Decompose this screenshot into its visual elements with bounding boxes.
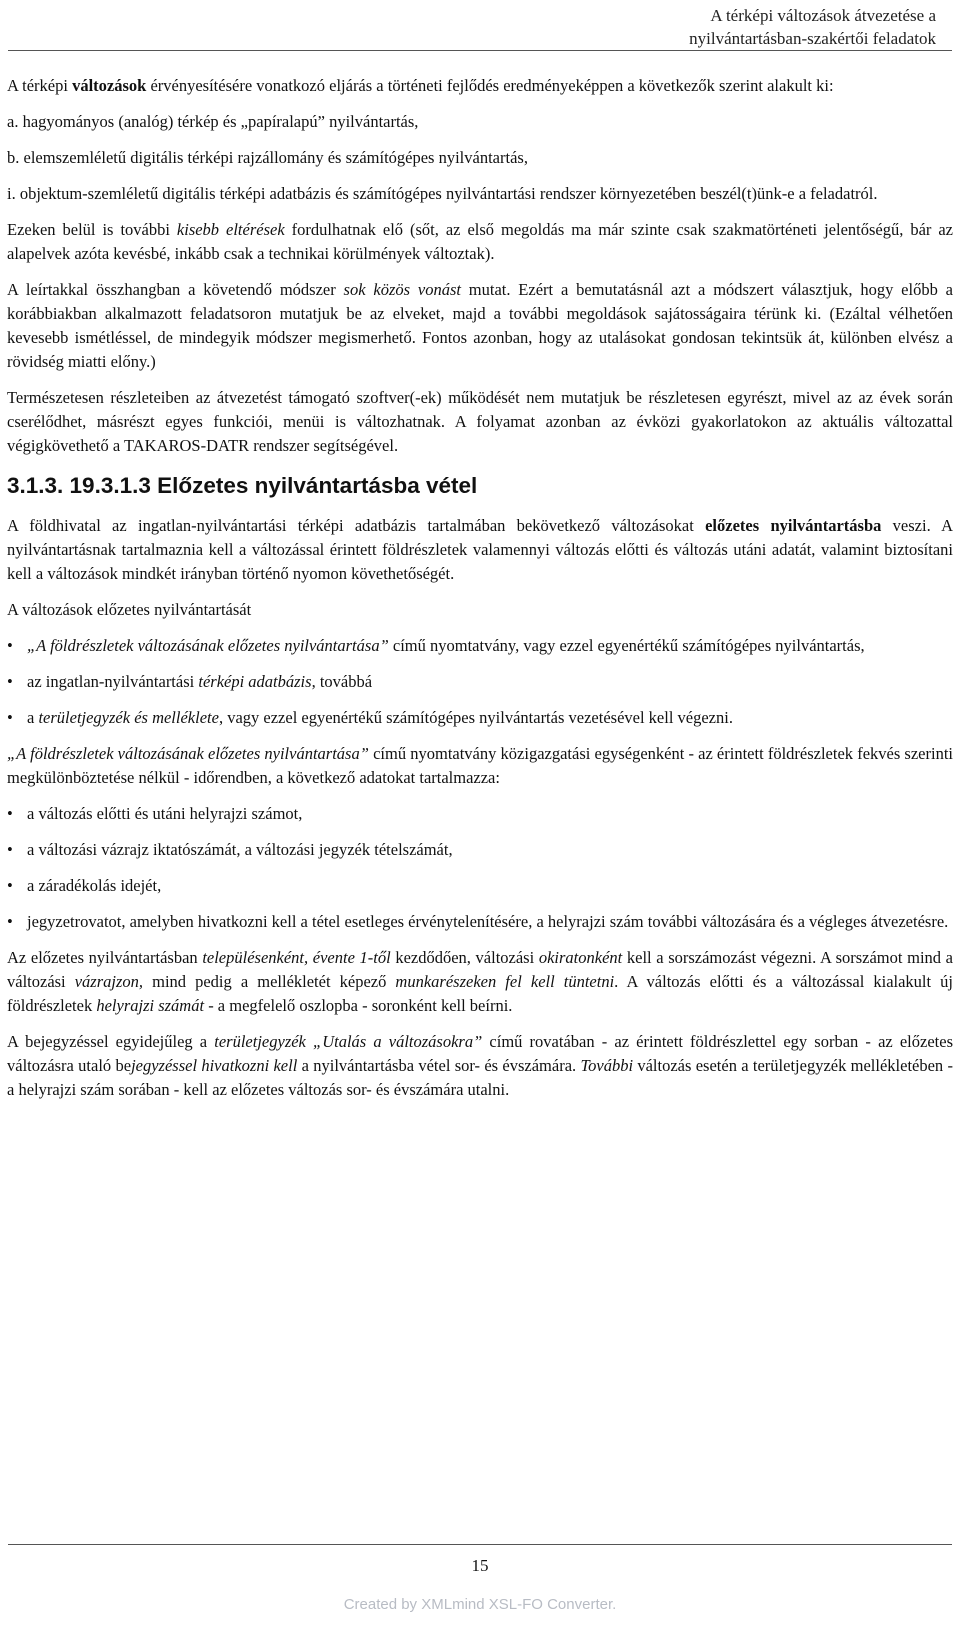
text-run: A bejegyzéssel egyidejűleg a — [7, 1032, 215, 1051]
paragraph-reference — [7, 1030, 953, 1102]
header-divider — [8, 50, 952, 51]
text-run: kell a sorszámozást végezni. A sorszámot mind a változási — [7, 948, 953, 991]
bullet-text: a változás előtti és utáni helyrajzi számot, — [27, 804, 303, 823]
section-title: 3.1.3. 19.3.1.3 Előzetes nyilvántartásba vétel — [7, 473, 478, 498]
italic-term: További — [580, 1056, 634, 1075]
bullet-icon: • — [7, 840, 13, 859]
text-run: Ezeken belül is további — [7, 220, 177, 239]
bullet-item — [7, 802, 953, 826]
bullet-text: a változási vázrajz iktatószámát, a változási jegyzék tételszámát, — [27, 840, 453, 859]
text-run: , továbbá — [311, 672, 373, 691]
bullet-item — [7, 874, 953, 898]
text-run: a nyilvántartásba vétel sor- és évszámára. — [297, 1056, 581, 1075]
italic-term: „A földrészletek változásának előzetes nyilvántartása” — [7, 744, 369, 763]
text-run: című rovatában - az érintett földrészlettel egy sorban - az előzetes változásra utaló be — [7, 1032, 953, 1075]
text-run: mind pedig a mellékletét képező — [143, 972, 396, 991]
italic-term: okiratonként — [538, 948, 623, 967]
italic-term: térképi adatbázis — [198, 672, 312, 691]
paragraph-numbering — [7, 946, 953, 1018]
text-run: A földhivatal az ingatlan-nyilvántartási térképi adatbázis tartalmában bekövetkező változásokat — [7, 516, 706, 535]
text-run: - a megfelelő oszlopba - soronként kell beírni. — [204, 996, 513, 1015]
text-run: az ingatlan-nyilvántartási — [27, 672, 199, 691]
text-run: A leírtakkal összhangban a követendő módszer — [7, 280, 344, 299]
bold-term: változások — [72, 76, 147, 95]
text-run: kezdődően, változási — [390, 948, 539, 967]
bullet-icon: • — [7, 636, 13, 655]
bullet-item — [7, 706, 953, 730]
italic-term: vázrajzon, — [74, 972, 144, 991]
italic-term: területjegyzék „Utalás a változásokra” — [214, 1032, 483, 1051]
header-line-2: nyilvántartásban-szakértői feladatok — [689, 29, 936, 48]
paragraph-form — [7, 742, 953, 790]
italic-term: településenként, évente 1-től — [202, 948, 391, 967]
main-content — [7, 74, 953, 1102]
italic-term: „A földrészletek változásának előzetes nyilvántartása” — [27, 636, 389, 655]
paragraph-registration — [7, 514, 953, 586]
bullet-icon: • — [7, 876, 13, 895]
bullet-icon: • — [7, 912, 13, 931]
bullet-text — [27, 634, 953, 658]
paragraph-software: Természetesen részleteiben az átvezetést támogató szoftver(-ek) működését nem mutatjuk be részletesen egyrészt, mivel az az évek során cserélődhet, másrészt egyes funkciói, menüi is változhatnak. A folyamat azonban az évközi gyakorlatokon az aktuális változattal végigkövethető a TAKAROS-DATR rendszer segítségével. — [7, 388, 953, 455]
text-run: . A változás előtti és a változással kialakult új földrészletek — [7, 972, 954, 1015]
list-item-b: b. elemszemléletű digitális térképi rajzállomány és számítógépes nyilvántartás, — [7, 148, 528, 167]
paragraph-differences — [7, 218, 953, 266]
italic-term: munkarészeken fel kell tüntetni — [395, 972, 615, 991]
bullet-item — [7, 634, 953, 658]
running-header — [436, 4, 936, 50]
italic-term: helyrajzi számát — [96, 996, 205, 1015]
bullet-text: jegyzetrovatot, amelyben hivatkozni kell a tétel esetleges érvénytelenítésére, a helyrajzi szám további változására és a végleges átvezetésre. — [27, 912, 949, 931]
italic-term: területjegyzék és melléklete — [38, 708, 219, 727]
text-run: fordulhatnak elő (sőt, az első megoldás ma már szinte csak szakmatörténeti jelentőségű, bár az alapelvek azóta kevésbé, inkább csak a technikai körülmények változtak). — [7, 220, 954, 263]
text-run: mutat. Ezért a bemutatásnál azt a módszert választjuk, hogy előbb a korábbiakban alkalmazott feladatsoron mutatjuk be az elveket, majd a további megoldások sajátosságaira térünk ki. (Ezáltal vélhetően kevesebb ismétléssel, de mindegyik módszer megismerhető. Fontos azonban, hogy az utalásokat gondosan tekintsük át, különben elvész a rövidség miatti előny.) — [7, 280, 953, 371]
footer-divider — [8, 1544, 952, 1545]
bold-term: előzetes nyilvántartásba — [705, 516, 882, 535]
italic-term: sok közös vonást — [343, 280, 461, 299]
text-run: változás esetén a területjegyzék mellékletében - a helyrajzi szám sorában - kell az előzetes változás sor- és évszámára utalni. — [7, 1056, 953, 1099]
italic-term: kisebb eltérések — [176, 220, 285, 239]
text-run: Az előzetes nyilvántartásban — [7, 948, 203, 967]
bullet-item — [7, 910, 953, 934]
header-line-1: A térképi változások átvezetése a — [710, 6, 936, 25]
text-run: című nyomtatvány, vagy ezzel egyenértékű számítógépes nyilvántartás, — [388, 636, 865, 655]
paragraph-lead-in: A változások előzetes nyilvántartását — [7, 600, 252, 619]
bullet-icon: • — [7, 804, 13, 823]
bullet-text — [27, 706, 953, 730]
bullet-icon: • — [7, 672, 13, 691]
bullet-text — [27, 670, 953, 694]
bullet-icon: • — [7, 708, 13, 727]
text-run: A térképi — [7, 76, 73, 95]
creator-watermark: Created by XMLmind XSL-FO Converter. — [343, 1596, 617, 1613]
text-run: érvényesítésére vonatkozó eljárás a történeti fejlődés eredményeképpen a következők szerint alakult ki: — [146, 76, 834, 95]
list-item-a: a. hagyományos (analóg) térkép és „papíralapú” nyilvántartás, — [7, 112, 419, 131]
list-item-i: i. objektum-szemléletű digitális térképi adatbázis és számítógépes nyilvántartási rendszer környezetében beszél(t)ünk-e a feladatról. — [7, 184, 878, 203]
text-run: veszi. A nyilvántartásnak tartalmaznia kell a változással érintett földrészletek valamennyi változás előtti és változás utáni adatát, valamint biztosítani kell a változások mindkét irányban történő nyomon követhetőségét. — [7, 516, 953, 583]
bullet-text: a záradékolás idejét, — [27, 876, 162, 895]
bullet-item — [7, 670, 953, 694]
bullet-item — [7, 838, 953, 862]
intro-paragraph — [7, 74, 953, 98]
text-run: , vagy ezzel egyenértékű számítógépes nyilvántartás vezetésével kell végezni. — [218, 708, 733, 727]
italic-term: jegyzéssel hivatkozni kell — [131, 1056, 298, 1075]
text-run: a — [27, 708, 39, 727]
text-run: című nyomtatvány közigazgatási egységenként - az érintett földrészletek fekvés szerinti megkülönböztetése nélkül - időrendben, a következő adatokat tartalmazza: — [7, 744, 953, 787]
page-number: 15 — [471, 1556, 489, 1575]
paragraph-method — [7, 278, 953, 374]
